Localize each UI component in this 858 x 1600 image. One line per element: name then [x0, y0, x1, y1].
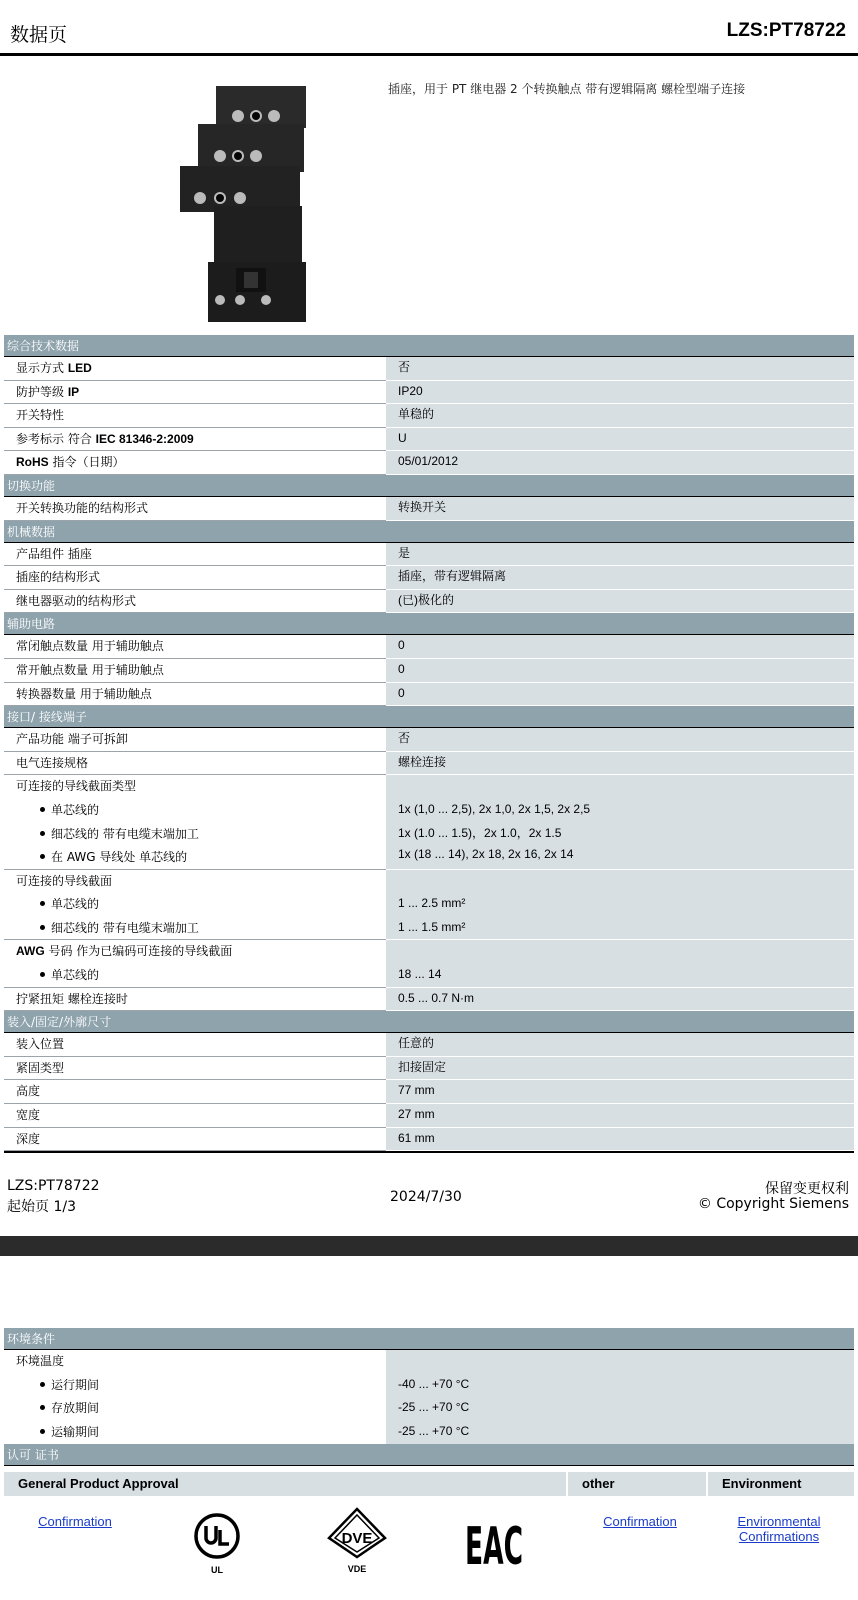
product-description: 插座，用于 PT 继电器 2 个转换触点 带有逻辑隔离 螺栓型端子连接: [388, 82, 746, 96]
table-row-sub: 细芯线的 带有电缆末端加工 1 ... 1.5 mm²: [4, 917, 854, 941]
table-row-sub: 运行期间 -40 ... +70 °C: [4, 1374, 854, 1398]
table-row: 装入位置 任意的: [4, 1033, 854, 1057]
spec-table-page2: [4, 1328, 854, 1466]
environmental-confirmations-link[interactable]: Environmental Confirmations: [737, 1514, 821, 1544]
other-confirmation-link[interactable]: Confirmation: [603, 1514, 677, 1529]
table-row: 拧紧扭矩 螺栓连接时 0.5 ... 0.7 N·m: [4, 988, 854, 1012]
bullet-icon: [40, 972, 45, 977]
table-row-sub: 细芯线的 带有电缆末端加工 1x (1.0 ... 1.5)，2x 1.0，2x 1.5: [4, 823, 854, 847]
eac-logo-icon: [464, 1514, 524, 1577]
table-row: 常开触点数量 用于辅助触点 0: [4, 659, 854, 683]
section-connection: 接口/ 接线端子: [4, 706, 854, 728]
table-row: 转换器数量 用于辅助触点 0: [4, 683, 854, 707]
table-row-sub: 单芯线的 1 ... 2.5 mm²: [4, 893, 854, 917]
bullet-icon: [40, 854, 45, 859]
table-row-group: 环境温度: [4, 1350, 854, 1374]
page-break: [0, 1236, 858, 1256]
section-auxiliary: 辅助电路: [4, 613, 854, 635]
bullet-icon: [40, 807, 45, 812]
table-row: 防护等级 IP IP20: [4, 381, 854, 405]
general-confirmation-link[interactable]: Confirmation: [38, 1514, 112, 1529]
ul-logo-icon: UL: [192, 1512, 242, 1574]
table-end-rule: [4, 1151, 854, 1153]
table-row: 插座的结构形式 插座，带有逻辑隔离: [4, 566, 854, 590]
section-switching: 切换功能: [4, 475, 854, 497]
table-row-sub: 在 AWG 导线处 单芯线的 1x (18 ... 14), 2x 18, 2x 16, 2x 14: [4, 846, 854, 870]
table-row: 开关特性 单稳的: [4, 404, 854, 428]
table-row-sub: 运输期间 -25 ... +70 °C: [4, 1421, 854, 1445]
page-header: [0, 0, 858, 56]
table-row: 产品功能 端子可拆卸 否: [4, 728, 854, 752]
footer-doc-id: LZS:PT78722: [7, 1178, 100, 1194]
footer-page-number: 起始页 1/3: [7, 1199, 76, 1215]
svg-text:DVE: DVE: [341, 1530, 373, 1547]
footer-date: 2024/7/30: [390, 1189, 462, 1205]
table-row: 参考标示 符合 IEC 81346-2:2009 U: [4, 428, 854, 452]
table-row: 紧固类型 扣接固定: [4, 1057, 854, 1081]
section-general: 综合技术数据: [4, 335, 854, 357]
table-row-sub: 存放期间 -25 ... +70 °C: [4, 1397, 854, 1421]
spec-table-page1: [4, 335, 854, 1153]
footer-rights: 保留变更权利: [765, 1181, 849, 1197]
table-row-group: AWG 号码 作为已编码可连接的导线截面: [4, 940, 854, 964]
section-mounting: 装入/固定/外廓尺寸: [4, 1011, 854, 1033]
vde-logo-icon: DVE VDE: [325, 1506, 389, 1574]
table-row: RoHS 指令（日期） 05/01/2012: [4, 451, 854, 475]
footer-copyright: © Copyright Siemens: [697, 1196, 849, 1212]
table-row: 开关转换功能的结构形式 转换开关: [4, 497, 854, 521]
table-row: 高度 77 mm: [4, 1080, 854, 1104]
svg-text:EAC: EAC: [465, 1517, 523, 1577]
bullet-icon: [40, 1429, 45, 1434]
table-row: 显示方式 LED 否: [4, 357, 854, 381]
page-footer: [0, 1178, 858, 1222]
section-mechanical: 机械数据: [4, 521, 854, 543]
bullet-icon: [40, 1405, 45, 1410]
table-row: 继电器驱动的结构形式 (已)极化的: [4, 590, 854, 614]
table-row: 电气连接规格 螺栓连接: [4, 752, 854, 776]
relay-socket-image: [180, 86, 314, 322]
section-certificates: 认可 证书: [4, 1444, 854, 1466]
table-row-sub: 单芯线的 18 ... 14: [4, 964, 854, 988]
table-row: 深度 61 mm: [4, 1128, 854, 1152]
doc-type-title: 数据页: [10, 24, 68, 46]
bullet-icon: [40, 1382, 45, 1387]
approval-header-row: [4, 1472, 854, 1496]
table-row-group: 可连接的导线截面: [4, 870, 854, 894]
approval-header-environment: Environment: [708, 1472, 854, 1496]
section-environment: 环境条件: [4, 1328, 854, 1350]
table-row: 宽度 27 mm: [4, 1104, 854, 1128]
approval-header-other: other: [568, 1472, 708, 1496]
table-row-sub: 单芯线的 1x (1,0 ... 2,5), 2x 1,0, 2x 1,5, 2x 2,5: [4, 799, 854, 823]
table-row-group: 可连接的导线截面类型: [4, 775, 854, 799]
bullet-icon: [40, 831, 45, 836]
approval-header-general: General Product Approval: [4, 1472, 568, 1496]
bullet-icon: [40, 901, 45, 906]
table-row: 常闭触点数量 用于辅助触点 0: [4, 635, 854, 659]
doc-id: LZS:PT78722: [726, 20, 846, 41]
table-row: 产品组件 插座 是: [4, 543, 854, 567]
bullet-icon: [40, 925, 45, 930]
